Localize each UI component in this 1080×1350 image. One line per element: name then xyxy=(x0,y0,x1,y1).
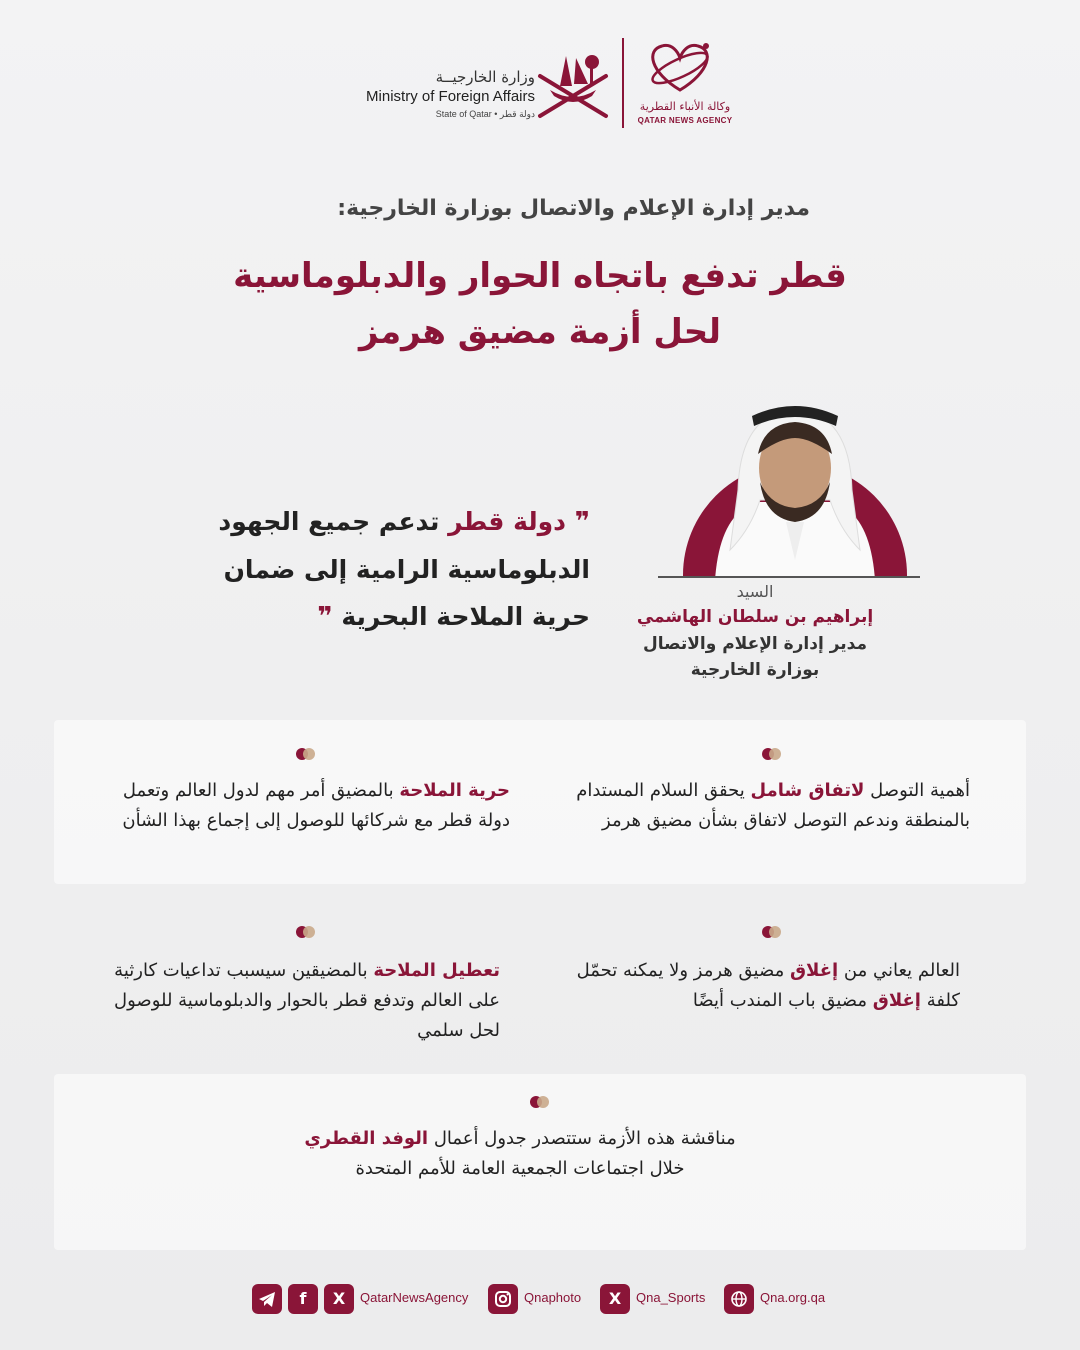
header xyxy=(0,38,1080,138)
person-role xyxy=(600,631,910,683)
point-1-post: يحقق السلام المستدام بالمنطقة وندعم التوصل لاتفاق بشأن مضيق هرمز xyxy=(576,780,970,831)
person-name: إبراهيم بن سلطان الهاشمي xyxy=(636,607,874,627)
qna-english-name: QATAR NEWS AGENCY xyxy=(637,116,733,125)
handle-qna-sports[interactable]: Qna_Sports xyxy=(636,1290,706,1305)
point-3 xyxy=(570,956,960,1016)
point-5-pre: مناقشة هذه الأزمة ستتصدر جدول أعمال xyxy=(428,1128,736,1149)
bullet-icon xyxy=(296,748,318,762)
x-icon[interactable]: X xyxy=(600,1284,630,1314)
handle-qatarnewsagency[interactable]: QatarNewsAgency xyxy=(360,1290,469,1305)
quote-line-3 xyxy=(130,593,590,641)
point-3-mid: مضيق هرمز ولا يمكنه تحمّل كلفة xyxy=(576,960,960,1011)
headline xyxy=(130,248,950,360)
quote-line-1 xyxy=(130,498,590,546)
globe-icon[interactable] xyxy=(724,1284,754,1314)
quote-block xyxy=(130,498,590,641)
x-icon[interactable]: X xyxy=(324,1284,354,1314)
headline-line-2: لحل أزمة مضيق هرمز xyxy=(358,312,722,352)
quote-line-2: الدبلوماسية الرامية إلى ضمان xyxy=(223,555,590,584)
quote-close-mark: ❞ xyxy=(317,602,333,632)
point-3-pre: العالم يعاني من xyxy=(838,960,960,981)
portrait-image xyxy=(660,390,920,580)
subtitle: مدير إدارة الإعلام والاتصال بوزارة الخارجية: xyxy=(337,196,810,221)
point-4-highlight: تعطيل الملاحة xyxy=(373,960,500,981)
bullet-icon xyxy=(762,748,784,762)
point-3-highlight-2: إغلاق xyxy=(872,990,921,1011)
point-3-highlight: إغلاق xyxy=(789,960,839,981)
mofa-subtitle: State of Qatar • دولة قطر xyxy=(435,109,535,119)
quote-line-1-rest: تدعم جميع الجهود xyxy=(218,507,440,536)
bullet-icon xyxy=(762,926,784,940)
website-link[interactable]: Qna.org.qa xyxy=(760,1290,826,1305)
point-1 xyxy=(560,776,970,836)
point-1-highlight: لاتفاق شامل xyxy=(750,780,865,801)
person-title: السيد xyxy=(736,582,774,601)
mofa-logo-text xyxy=(345,68,535,120)
point-2 xyxy=(100,776,510,836)
logo-divider xyxy=(622,38,624,128)
point-4-post: بالمضيقين سيسبب تداعيات كارثية على العالم وتدفع قطر بالحوار والدبلوماسية للوصول لحل سلمي xyxy=(114,960,500,1041)
point-3-post: مضيق باب المندب أيضًا xyxy=(692,990,873,1011)
bullet-icon xyxy=(296,926,318,940)
bullet-icon xyxy=(530,1096,552,1110)
social-footer xyxy=(250,1282,850,1316)
quote-line-3-text: حرية الملاحة البحرية xyxy=(341,602,590,631)
mofa-english-name: Ministry of Foreign Affairs xyxy=(366,88,535,105)
portrait-divider xyxy=(658,576,920,578)
person-role-line-1: مدير إدارة الإعلام والاتصال xyxy=(642,634,868,654)
point-5-post: خلال اجتماعات الجمعية العامة للأمم المتحدة xyxy=(355,1158,685,1179)
qna-arabic-name: وكالة الأنباء القطرية xyxy=(639,100,731,113)
point-5 xyxy=(290,1124,750,1184)
qna-logo-icon xyxy=(640,38,720,98)
point-4 xyxy=(100,956,500,1046)
facebook-icon[interactable]: f xyxy=(288,1284,318,1314)
point-2-highlight: حرية الملاحة xyxy=(399,780,510,801)
qatar-emblem-icon xyxy=(536,46,610,126)
instagram-icon[interactable] xyxy=(488,1284,518,1314)
quote-open-mark: ❞ xyxy=(574,507,590,537)
quote-highlight: دولة قطر xyxy=(448,507,567,536)
telegram-icon[interactable] xyxy=(252,1284,282,1314)
headline-line-1: قطر تدفع باتجاه الحوار والدبلوماسية xyxy=(233,256,847,296)
person-caption xyxy=(600,582,910,683)
point-5-highlight: الوفد القطري xyxy=(304,1128,429,1149)
person-role-line-2: بوزارة الخارجية xyxy=(690,660,820,680)
point-2-post: بالمضيق أمر مهم لدول العالم وتعمل دولة قطر مع شركائها للوصول إلى إجماع بهذا الشأن xyxy=(122,780,510,831)
handle-qnaphoto[interactable]: Qnaphoto xyxy=(524,1290,582,1305)
point-1-pre: أهمية التوصل xyxy=(864,780,970,801)
mofa-arabic-name: وزارة الخارجيــة xyxy=(435,68,535,86)
